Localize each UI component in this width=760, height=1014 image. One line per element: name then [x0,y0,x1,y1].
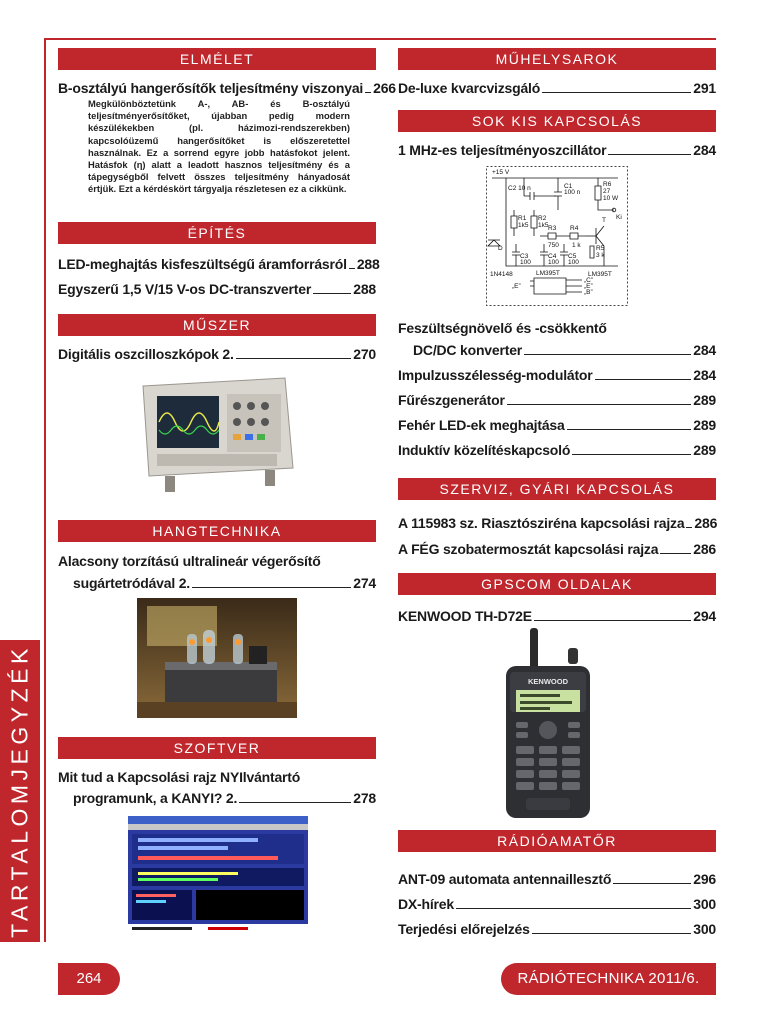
leader-line [613,883,691,884]
toc-entry[interactable] [398,142,716,158]
toc-entry[interactable] [398,442,716,458]
sch-label: R1 [518,215,527,222]
toc-entry[interactable] [398,342,716,358]
entry-page: 284 [693,367,716,383]
entry-title: Fűrészgenerátor [398,392,505,408]
toc-entry[interactable] [398,871,716,887]
sch-label: 3 k [596,252,605,259]
entry-title: Fehér LED-ek meghajtása [398,417,565,433]
toc-entry[interactable] [58,575,376,591]
entry-page: 286 [693,541,716,557]
toc-entry[interactable] [398,80,716,96]
entry-page: 300 [693,896,716,912]
entry-title: Digitális oszcilloszkópok 2. [58,346,234,362]
sch-label: R6 [603,181,612,188]
entry-page: 266 [373,80,396,96]
entry-page: 278 [353,790,376,806]
leader-line [507,404,692,405]
radio-photo [496,626,600,822]
section-header-szoftver: SZOFTVER [58,737,376,759]
sch-label: C4 [548,253,557,260]
sch-label: R4 [570,225,579,232]
entry-title: Terjedési előrejelzés [398,921,530,937]
sch-label: „C” [584,277,594,284]
sch-label: „E” [512,283,521,290]
leader-line [608,154,691,155]
section-header-elmelet: ELMÉLET [58,48,376,70]
magazine-issue: RÁDIÓTECHNIKA 2011/6. [501,963,716,995]
toc-entry-line1[interactable] [398,320,716,336]
leader-line [236,358,352,359]
toc-entry[interactable] [398,541,716,557]
entry-page: 274 [353,575,376,591]
sch-label: C5 [568,253,577,260]
sch-label: „B” [584,289,593,296]
sch-label: C2 10 n [508,185,531,192]
oscilloscope-photo [135,372,299,500]
sch-label: Ki [616,214,622,221]
entry-title: Egyszerű 1,5 V/15 V-os DC-transzverter [58,281,312,297]
leader-line [239,802,351,803]
leader-line [313,293,351,294]
section-header-gpscom: GPSCOM OLDALAK [398,573,716,595]
entry-page: 300 [693,921,716,937]
section-header-sok-kis-kapcsolas: SOK KIS KAPCSOLÁS [398,110,716,132]
sch-label: C1 [564,183,573,190]
sch-label: D [498,245,503,252]
entry-page: 289 [693,442,716,458]
entry-page: 284 [693,142,716,158]
section-header-muszer: MŰSZER [58,314,376,336]
entry-page: 288 [353,281,376,297]
entry-page: 288 [356,256,380,272]
sch-label: „E” [584,283,593,290]
entry-title: Impulzusszélesség-modulátor [398,367,593,383]
sch-label: 1k5 [518,222,529,229]
radio-brand: KENWOOD [528,677,568,686]
entry-title: LED-meghajtás kisfeszültségű áramforrásról [58,256,347,272]
entry-title: KENWOOD TH-D72E [398,608,532,624]
entry-page: 296 [693,871,716,887]
entry-title: 1 MHz-es teljesítményoszcillátor [398,142,607,158]
leader-line [192,587,351,588]
amplifier-photo [137,598,297,718]
entry-title: programunk, a KANYI? 2. [73,790,238,806]
toc-entry[interactable] [58,256,380,272]
entry-title: A 115983 sz. Riasztósziréna kapcsolási rajza [398,515,685,531]
toc-entry[interactable] [58,80,396,96]
toc-entry[interactable] [58,346,376,362]
software-screenshot [128,816,308,938]
article-summary: Megkülönböztetünk A-, AB- és B-osztályú teljesítményerősítőket, újabban pedig modern készülékekben (pl. házimozi-rendszerekben) kapcsolóüzemű hangerősítőket is előszeretettel használnak. Ez a sorrend egyre jobb hatásfokot jelent. Hatásfok (η) alatt a leadott hasznos teljesítmény és a tápegységből felvett összes teljesítmény hányadosát értjük. Ezt a kérdéskört tárgyalja részletesen ez a cikkünk. [88,98,350,195]
entry-page: 291 [693,80,716,96]
entry-page: 286 [694,515,718,531]
entry-title: Alacsony torzítású ultralineár végerősítő [58,553,321,569]
sch-label: LM395T [588,271,612,278]
leader-line [349,268,355,269]
toc-entry-line1[interactable] [58,553,376,569]
sch-label: R3 [548,225,557,232]
leader-line [542,92,691,93]
section-header-szerviz: SZERVIZ, GYÁRI KAPCSOLÁS [398,478,716,500]
section-header-radioamator: RÁDIÓAMATŐR [398,830,716,852]
leader-line [567,429,692,430]
entry-title: A FÉG szobatermosztát kapcsolási rajza [398,541,659,557]
entry-page: 284 [693,342,716,358]
sch-label: R2 [538,215,547,222]
leader-line [456,908,691,909]
sch-label: C3 [520,253,529,260]
sch-label: 10 W [603,195,619,202]
toc-entry[interactable] [398,392,716,408]
sch-label: 1k5 [538,222,549,229]
leader-line [660,553,691,554]
sch-label: +15 V [492,169,510,176]
entry-page: 294 [693,608,716,624]
entry-page: 270 [353,346,376,362]
entry-title: sugártetródával 2. [73,575,190,591]
toc-entry[interactable] [398,921,716,937]
section-header-epites: ÉPÍTÉS [58,222,376,244]
sch-label: 1 k [572,242,581,249]
frame-top-rule [44,38,716,40]
leader-line [365,92,371,93]
side-title: TARTALOMJEGYZÉK [6,644,33,938]
leader-line [534,620,691,621]
entry-title: De-luxe kvarcvizsgáló [398,80,541,96]
sch-label: 100 n [564,189,581,196]
entry-title: Induktív közelítéskapcsoló [398,442,571,458]
toc-entry[interactable] [398,515,716,531]
sch-label: T [602,217,606,224]
sch-label: LM395T [536,270,560,277]
toc-entry[interactable] [58,281,376,297]
leader-line [686,527,692,528]
entry-page: 289 [693,392,716,408]
toc-entry[interactable] [398,896,716,912]
entry-title: DX-hírek [398,896,454,912]
leader-line [595,379,692,380]
toc-entry[interactable] [398,608,716,624]
toc-entry[interactable] [398,417,716,433]
oscillator-schematic [486,166,628,306]
sch-label: 27 [603,188,611,195]
sch-label: 100 [548,259,559,266]
toc-entry[interactable] [398,367,716,383]
sch-label: 750 [548,242,559,249]
entry-title: DC/DC konverter [413,342,523,358]
entry-page: 289 [693,417,716,433]
page-number: 264 [58,963,120,995]
entry-title: Feszültségnövelő és -csökkentő [398,320,607,336]
leader-line [524,354,691,355]
sch-label: 100 [520,259,531,266]
sch-label: R5 [596,245,605,252]
sch-label: 1N4148 [490,271,513,278]
leader-line [532,933,692,934]
section-header-muhelysarok: MŰHELYSAROK [398,48,716,70]
section-header-hangtechnika: HANGTECHNIKA [58,520,376,542]
entry-title: Mit tud a Kapcsolási rajz NYIlvántartó [58,769,301,785]
toc-entry-line1[interactable] [58,769,376,785]
toc-entry[interactable] [58,790,376,806]
entry-title: B-osztályú hangerősítők teljesítmény viszonyai [58,80,364,96]
leader-line [572,454,691,455]
frame-left-rule [44,38,46,942]
sch-label: 100 [568,259,579,266]
entry-title: ANT-09 automata antennaillesztő [398,871,612,887]
